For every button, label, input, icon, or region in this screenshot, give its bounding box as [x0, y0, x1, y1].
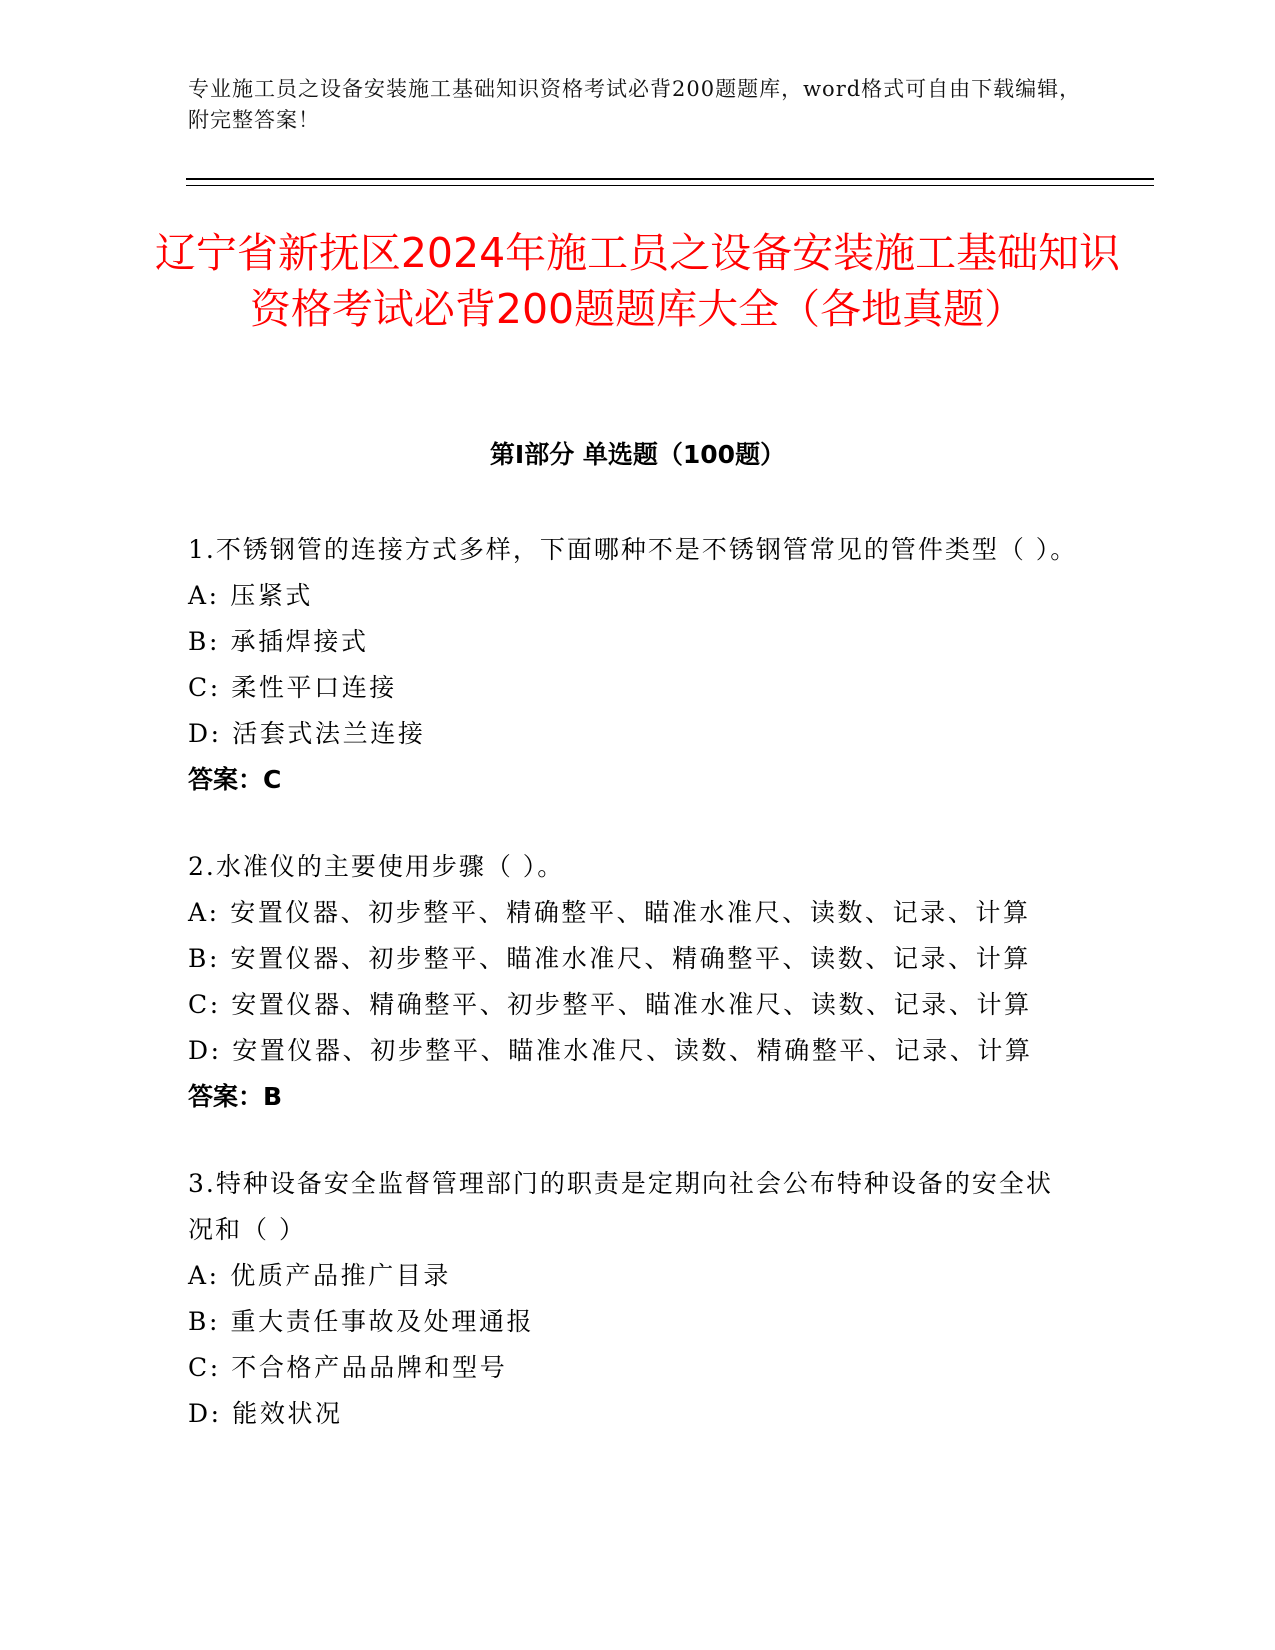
answer: 答案：C — [188, 765, 282, 794]
option-d: D: 活套式法兰连接 — [188, 719, 426, 748]
option-c: C: 不合格产品品牌和型号 — [188, 1353, 508, 1382]
option-c: C: 柔性平口连接 — [188, 673, 397, 702]
answer: 答案：B — [188, 1082, 283, 1111]
option-c: C: 安置仪器、精确整平、初步整平、瞄准水准尺、读数、记录、计算 — [188, 990, 1032, 1019]
question-text: 3.特种设备安全监督管理部门的职责是定期向社会公布特种设备的安全状况和（ ） — [188, 1169, 1053, 1244]
question-text: 1.不锈钢管的连接方式多样，下面哪种不是不锈钢管常见的管件类型（ ）。 — [188, 535, 1078, 564]
header-note: 专业施工员之设备安装施工基础知识资格考试必背200题题库，word格式可自由下载编辑，附完整答案！ — [188, 77, 1082, 132]
option-b: B: 安置仪器、初步整平、瞄准水准尺、精确整平、读数、记录、计算 — [188, 944, 1031, 973]
option-b: B: 重大责任事故及处理通报 — [188, 1307, 535, 1336]
option-d: D: 安置仪器、初步整平、瞄准水准尺、读数、精确整平、记录、计算 — [188, 1036, 1033, 1065]
option-a: A: 压紧式 — [188, 581, 314, 610]
question-2 — [188, 844, 1078, 1120]
question-list — [188, 527, 1078, 1478]
question-1 — [188, 527, 1078, 803]
option-a: A: 安置仪器、初步整平、精确整平、瞄准水准尺、读数、记录、计算 — [188, 898, 1031, 927]
header-divider-thick — [186, 178, 1154, 180]
option-d: D: 能效状况 — [188, 1399, 343, 1428]
section-title: 第Ⅰ部分 单选题（100题） — [489, 440, 786, 469]
option-b: B: 承插焊接式 — [188, 627, 369, 656]
option-a: A: 优质产品推广目录 — [188, 1261, 452, 1290]
header-divider-thin — [186, 185, 1154, 186]
document-title: 辽宁省新抚区2024年施工员之设备安装施工基础知识资格考试必背200题题库大全（各地真题） — [154, 229, 1121, 333]
question-3 — [188, 1161, 1078, 1437]
question-text: 2.水准仪的主要使用步骤（ ）。 — [188, 852, 565, 881]
